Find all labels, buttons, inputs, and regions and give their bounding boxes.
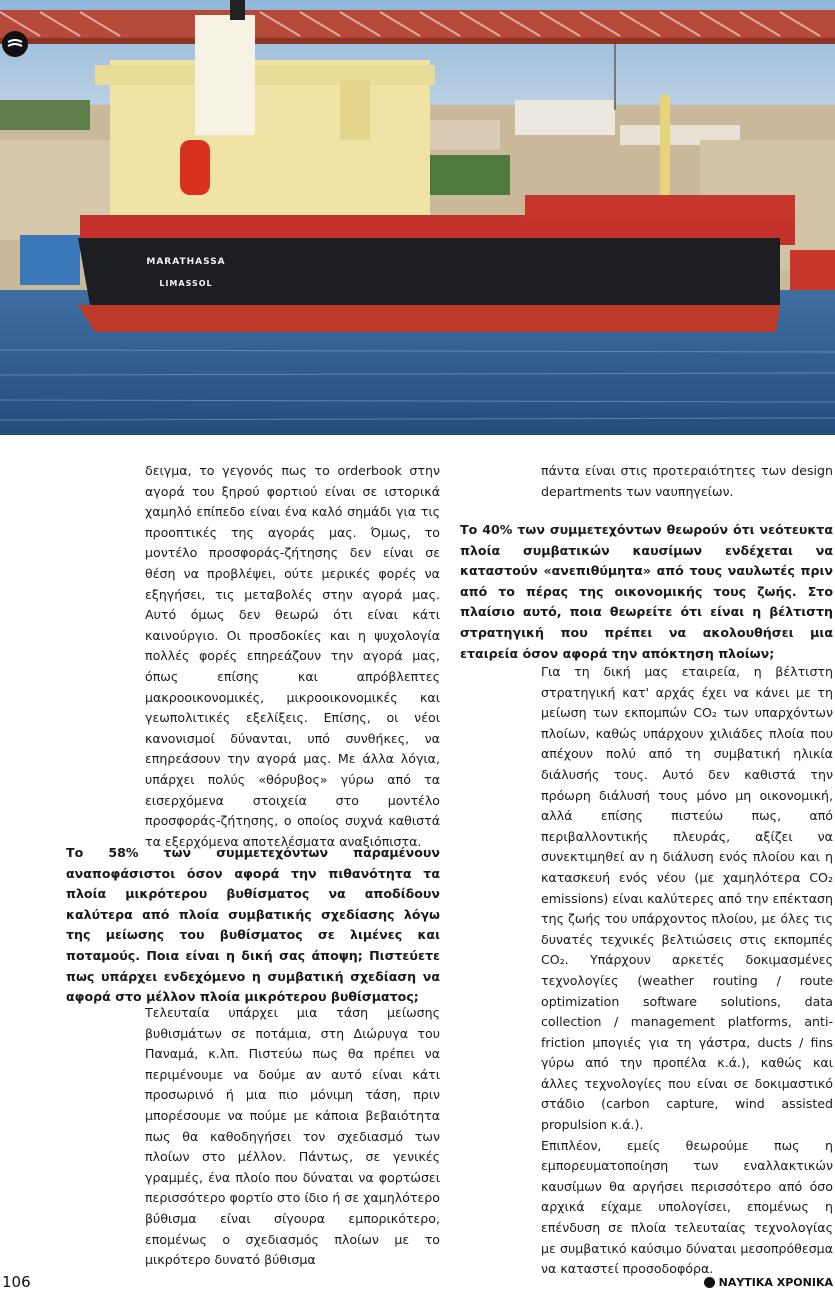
page-number: 106	[2, 1273, 31, 1291]
right-answer-paragraph-2: Επιπλέον, εμείς θεωρούμε πως η εμπορευματοποίηση των εναλλακτικών καυσίμων θα αργήσει περισσότερο από όσο αρχικά είχαμε υπολογίσει, επομένως η επένδυση σε πλοία τελευταίας τεχνολογίας με συμβατικό καύσιμο δύναται μεσοπρόθεσμα να καταστεί προσοδοφόρα.	[541, 1137, 833, 1277]
left-answer-paragraph: Τελευταία υπάρχει μια τάση μείωσης βυθισμάτων σε ποτάμια, στη Διώρυγα του Παναμά, κ.λπ. Πιστεύω πως θα πρέπει να περιμένουμε να δούμε αν αυτό είναι κάτι προσωρινό ή μια πιο μόνιμη τάση, πριν μπορέσουμε να πούμε με κάποια βεβαιότητα πως θα καθοδηγήσει τον σχεδιασμό των πλοίων στο μέλλον. Πάντως, σε γενικές γραμμές, ένα πλοίο που δύναται να φορτώσει περισσότερο φορτίο στο ίδιο ή σε χαμηλότερο βύθισμα είναι σίγουρα εμπορικότερο, επομένως ο σχεδιασμός πλοίων με το μικρότερο δυνατό βύθισμα	[145, 1005, 440, 1268]
right-top-paragraph: πάντα είναι στις προτεραιότητες των design departments των ναυπηγείων.	[541, 463, 833, 499]
ship-name-text: MARATHASSA	[146, 257, 226, 267]
magazine-name: ΝΑΥΤΙΚΑ ΧΡΟΝΙΚΑ	[718, 1276, 833, 1289]
right-column-answer	[541, 662, 833, 1280]
magazine-brand	[704, 1276, 833, 1289]
brand-logo-icon	[704, 1277, 715, 1288]
hero-photo	[0, 0, 835, 435]
right-column-top	[541, 461, 833, 502]
right-question: Το 40% των συμμετεχόντων θεωρούν ότι νεότευκτα πλοία συμβατικών καυσίμων ενδέχεται να καταστούν «ανεπιθύμητα» από τους ναυλωτές πριν από το πέρας της οικονομικής τους ζωής. Στο πλαίσιο αυτό, ποια θεωρείτε ότι είναι η βέλτιστη στρατηγική που πρέπει να ακολουθήσει μια εταιρεία όσον αφορά την απόκτηση πλοίων;	[460, 522, 833, 661]
left-column-body	[145, 461, 440, 852]
ship-illustration	[0, 0, 835, 435]
left-body-paragraph: δειγμα, το γεγονός πως το orderbook στην αγορά του ξηρού φορτιού είναι σε ιστορικά χαμηλό επίπεδο είναι ένα καλό σημάδι για τις προοπτικές της αγοράς μας. Όμως, το μοντέλο προσφοράς-ζήτησης δεν είναι σε θέση να προβλέψει, ούτε μερικές φορές να εξηγήσει, τις μεταβολές στην αγορά μας. Αυτό όμως δεν θεωρώ ότι είναι κάτι καινούργιο. Οι προσδοκίες και η ψυχολογία πολλές φορές επηρεάζουν την αγορά μας, όπως επίσης και απρόβλεπτες μακροοικονομικές, μικροοικονομικές και γεωπολιτικές εξελίξεις. Επίσης, οι νέοι κανονισμοί δύνανται, υπό συνθήκες, να επηρεάσουν την αγορά μας. Με άλλα λόγια, υπάρχει πολύς «θόρυβος» γύρω από τα εισερχόμενα στοιχεία στο μοντέλο προσφοράς-ζήτησης, ο οποίος συχνά καθιστά τα εξερχόμενα αποτελέσματα αναξιόπιστα.	[145, 463, 440, 849]
left-question: Το 58% των συμμετεχόντων παραμένουν αναποφάσιστοι όσον αφορά την πιθανότητα τα πλοία μικρότερου βυθίσματος να αποδίδουν καλύτερα από πλοία συμβατικής σχεδίασης λόγω της μείωσης του βυθίσματος σε λιμένες και ποταμούς. Ποια είναι η δική σας άποψη; Πιστεύετε πως υπάρχει ενδεχόμενο η συμβατική σχεδίαση να αφορά στο μέλλον πλοία μικρότερου βυθίσματος;	[66, 845, 440, 1005]
right-answer-paragraph-1: Για τη δική μας εταιρεία, η βέλτιστη στρατηγική κατ' αρχάς έχει να κάνει με τη μείωση των εκπομπών CO₂ των υπαρχόντων πλοίων, καθώς υπάρχουν χιλιάδες πλοία που απέχουν πολύ από τη συμβατική ηλικία διάλυσής τους. Αυτό δεν καθιστά την πρόωρη διάλυσή τους μόνο μη οικονομική, αλλά επίσης πιστεύω πως, από περιβαλλοντικής πλευράς, αξίζει να συνεκτιμηθεί αν η διάλυση ενός πλοίου και η κατασκευή ενός νέου (με χαμηλότερα CO₂ emissions) είναι καλύτερες από την επέκταση της ζωής του υπάρχοντος πλοίου, με όλες τις δυνατές τεχνικές βελτιώσεις στις εκπομπές CO₂. Υπάρχουν αρκετές δοκιμασμένες τεχνολογίες (weather routing / route optimization software solutions, data collection / management platforms, anti-friction μπογιές για τη γάστρα, ducts / fins γύρω από την προπέλα κ.ά.), καθώς και άλλες τεχνολογίες που είναι σε δοκιμαστικό στάδιο (carbon capture, wind assisted propulsion κ.ά.).	[541, 664, 833, 1133]
magazine-logo-icon	[2, 31, 28, 57]
ship-port-text: LIMASSOL	[159, 279, 213, 288]
left-column-answer	[145, 1003, 440, 1271]
